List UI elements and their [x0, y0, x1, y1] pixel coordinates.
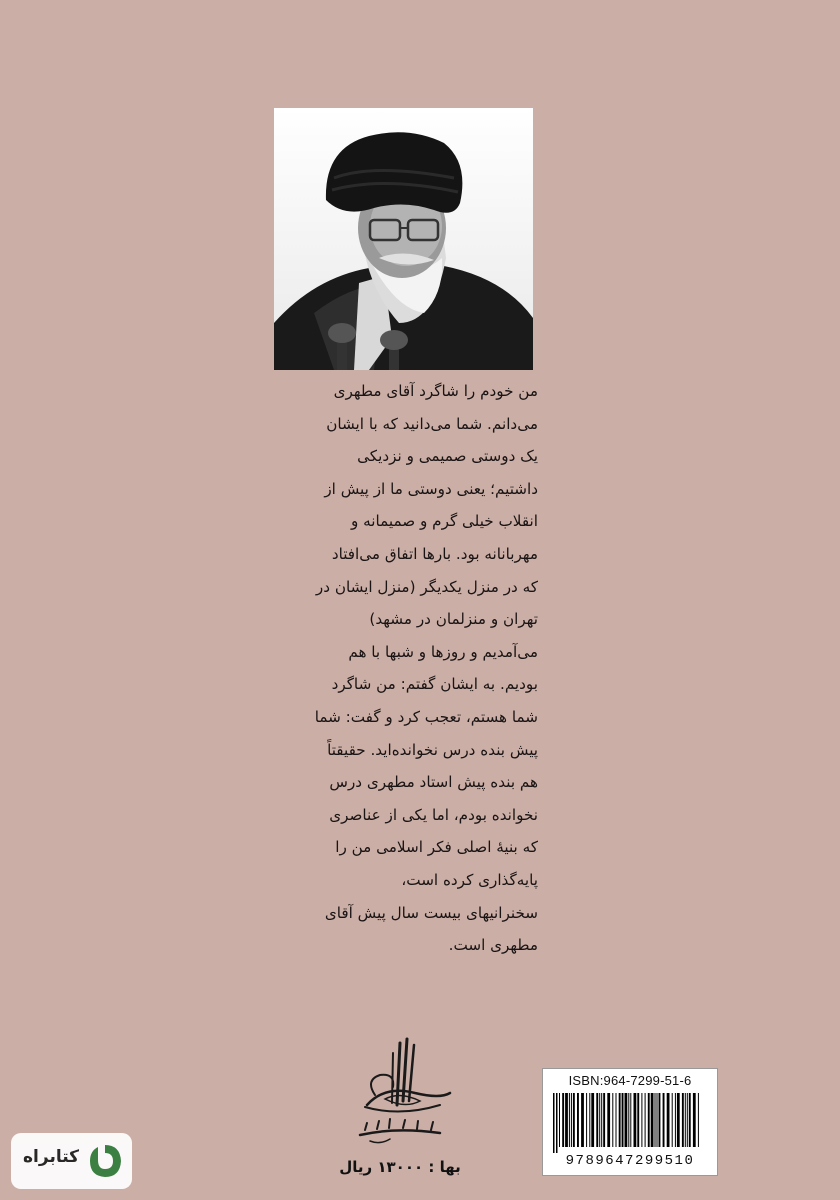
barcode-bar	[628, 1093, 629, 1147]
barcode-bar	[672, 1093, 673, 1147]
barcode-bar	[677, 1093, 680, 1147]
barcode-bar	[562, 1093, 564, 1147]
quote-line: نخوانده بودم، اما یکی از عناصری	[329, 805, 538, 824]
barcode-bar	[685, 1093, 686, 1147]
quote-line: بودیم. به ایشان گفتم: من شاگرد	[331, 675, 538, 694]
barcode-bar	[634, 1093, 637, 1147]
person-portrait-icon	[274, 108, 533, 370]
barcode-bar	[689, 1093, 691, 1147]
barcode-bar	[616, 1093, 617, 1147]
ean-number: 9789647299510	[565, 1153, 695, 1169]
isbn-label: ISBN:964-7299-51-6	[568, 1073, 692, 1088]
quote-line: هم بنده پیش استاد مطهری درس	[329, 773, 538, 792]
ketabrah-logo-icon	[86, 1142, 124, 1180]
barcode-bar	[599, 1093, 600, 1147]
barcode-bar	[675, 1093, 676, 1147]
barcode-bar	[698, 1093, 699, 1147]
barcode-bar	[630, 1093, 631, 1147]
barcode-bar	[667, 1093, 670, 1147]
barcode-bar	[577, 1093, 579, 1147]
barcode-bar	[573, 1093, 575, 1147]
watermark-label: کتابراه	[23, 1147, 80, 1167]
quote-line: می‌دانم. شما می‌دانید که با ایشان	[326, 414, 538, 433]
price-label: بها : ۱۳۰۰۰ ریال	[339, 1158, 461, 1176]
quote-line: می‌آمدیم و روزها و شبها با هم	[348, 642, 538, 661]
barcode-bar	[693, 1093, 696, 1147]
barcode-bar	[687, 1093, 688, 1147]
barcode-bar	[612, 1093, 613, 1147]
barcode-bar	[607, 1093, 610, 1147]
barcode-bar	[586, 1093, 587, 1147]
quote-line: یک دوستی صمیمی و نزدیکی	[357, 447, 538, 466]
barcode-bar	[601, 1093, 602, 1147]
quote-line: مطهری است.	[448, 936, 538, 955]
barcode-bar	[645, 1093, 646, 1147]
barcode-bar	[622, 1093, 624, 1147]
barcode-bar	[589, 1093, 590, 1147]
barcode-bar	[556, 1093, 558, 1153]
barcode-bar	[637, 1093, 639, 1147]
barcode-bar	[625, 1093, 628, 1147]
author-portrait	[274, 108, 533, 370]
quote-line: داشتیم؛ یعنی دوستی ما از پیش از	[324, 479, 538, 498]
back-cover-quote	[268, 375, 538, 962]
quote-line: شما هستم، تعجب کرد و گفت: شما	[314, 707, 538, 726]
barcode-bar	[659, 1093, 661, 1147]
barcode-bar	[581, 1093, 584, 1147]
quote-line: تهران و منزلمان در مشهد)	[369, 610, 538, 629]
barcode-bar	[682, 1093, 684, 1147]
publisher-logo	[345, 1035, 455, 1150]
quote-line: که در منزل یکدیگر (منزل ایشان در	[315, 577, 538, 596]
barcode-bar	[565, 1093, 568, 1147]
quote-line: مهربانانه بود. بارها اتفاق می‌افتاد	[331, 544, 538, 563]
quote-line: انقلاب خیلی گرم و صمیمانه و	[350, 512, 538, 531]
barcode-bar	[648, 1093, 650, 1147]
barcode-bar	[619, 1093, 621, 1147]
barcode-bar	[596, 1093, 598, 1147]
barcode-bar	[591, 1093, 594, 1147]
barcode-bar	[641, 1093, 642, 1147]
isbn-barcode	[542, 1068, 718, 1176]
barcode-bar	[657, 1093, 658, 1147]
barcode-bar	[553, 1093, 555, 1153]
quote-line: پیش بنده درس نخوانده‌اید. حقیقتاً	[327, 740, 538, 759]
barcode-bar	[655, 1093, 656, 1147]
barcode-bar	[571, 1093, 572, 1147]
quote-line: من خودم را شاگرد آقای مطهری	[333, 382, 538, 400]
barcode-bar	[663, 1093, 665, 1147]
barcode-icon	[553, 1093, 707, 1153]
quote-line: پایه‌گذاری کرده است،	[401, 870, 538, 889]
barcode-bar	[569, 1093, 570, 1147]
barcode-bar	[559, 1093, 560, 1147]
publisher-calligraphy-logo-icon	[345, 1035, 455, 1150]
barcode-bar	[651, 1093, 654, 1147]
quote-line: که بنیهٔ اصلی فکر اسلامی من را	[335, 838, 538, 857]
quote-line: سخنرانیهای بیست سال پیش آقای	[324, 903, 538, 922]
barcode-bar	[603, 1093, 605, 1147]
watermark-badge	[11, 1133, 132, 1189]
